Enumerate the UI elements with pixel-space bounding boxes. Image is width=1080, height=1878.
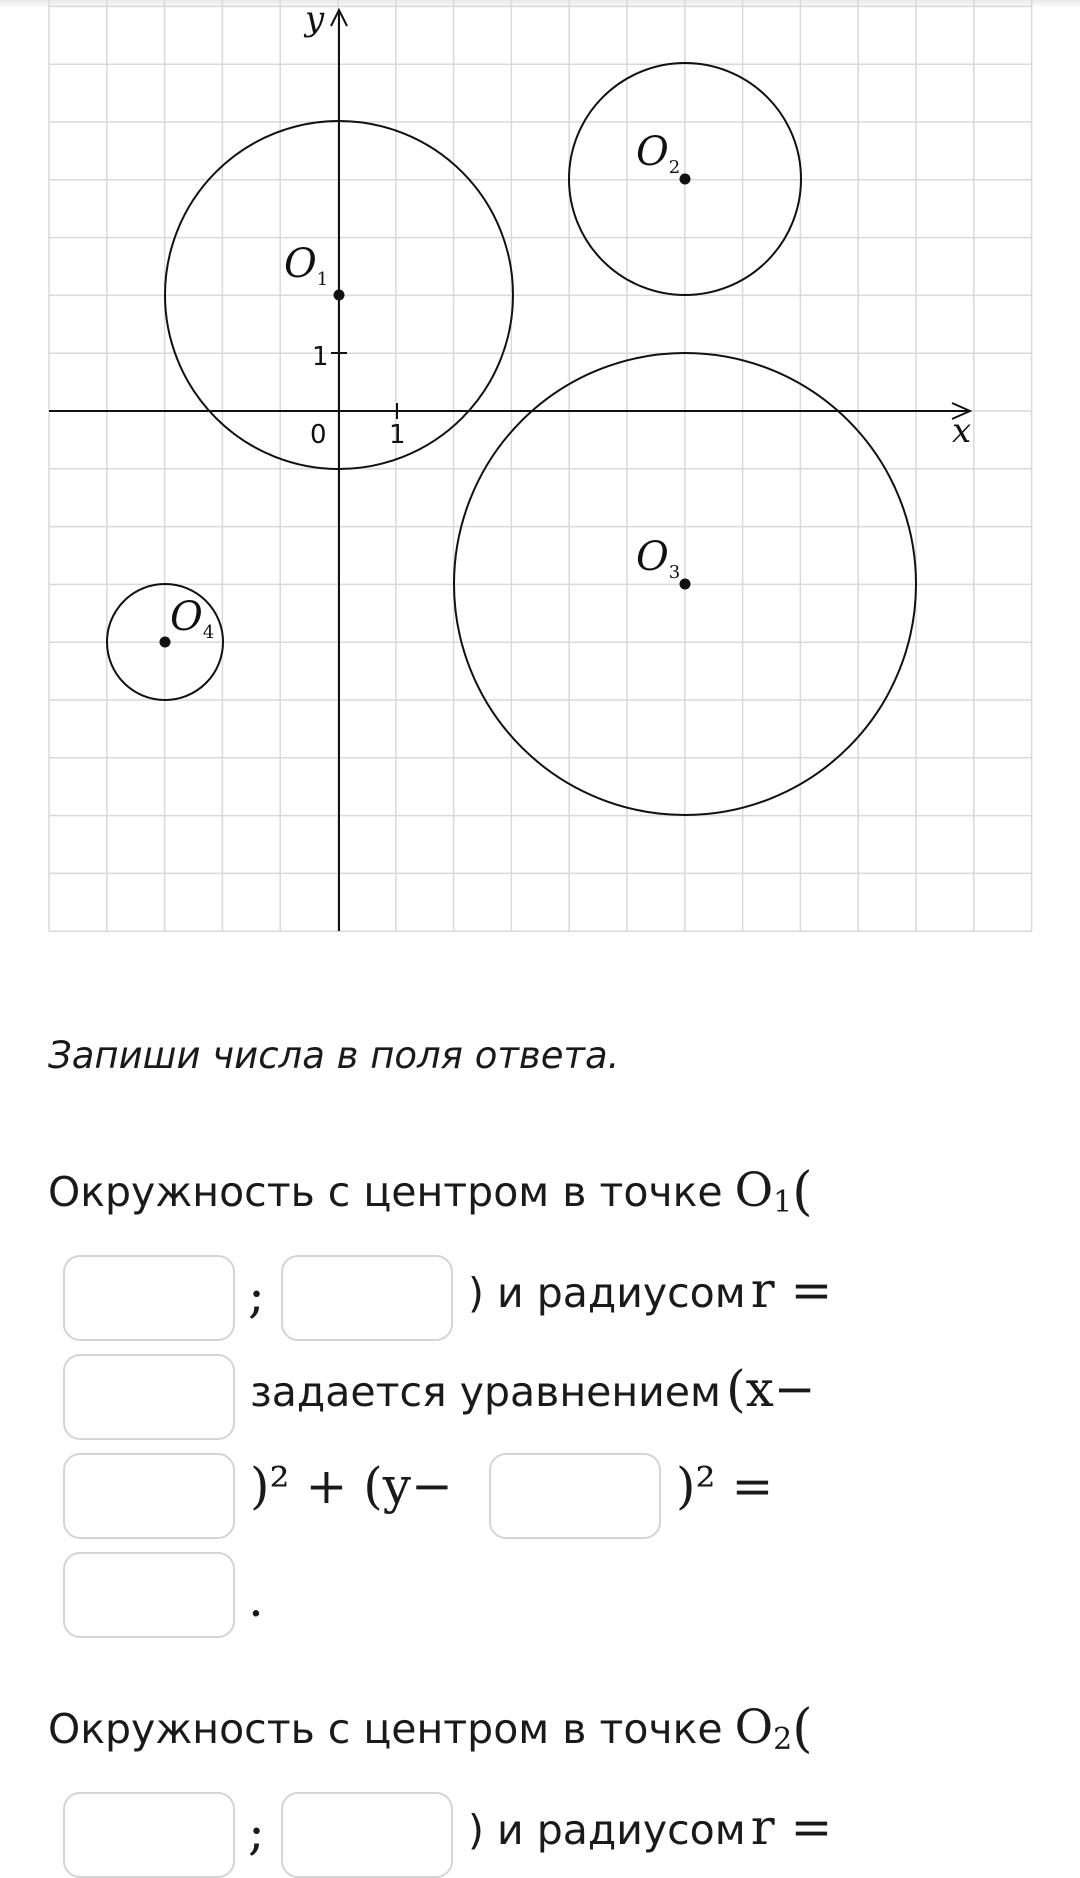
q1-point-sub: 1 [773,1185,793,1220]
q1-line-1 [48,1163,813,1220]
tick-y-label: 1 [312,342,329,372]
q1-r-equals: r = [750,1261,833,1319]
q2-close-radius-label: ) и радиусом [468,1806,746,1854]
label-o4: O4 [170,594,215,643]
center-dot-o3 [680,579,691,590]
q1-x-part: (x− [726,1360,816,1418]
q1-open-paren: ( [792,1161,813,1222]
q2-point-label [735,1700,793,1757]
q2-center-x-input[interactable] [63,1792,235,1878]
q2-lead-text: Окружность с центром в точке [48,1704,723,1753]
q1-semicolon: ; [248,1266,265,1324]
center-dot-o4 [160,637,171,648]
grid [49,0,1032,931]
q1-r-squared-input[interactable] [63,1552,235,1638]
q1-period: . [248,1570,264,1628]
q2-center-y-input[interactable] [281,1792,453,1878]
label-o3: O3 [636,534,681,583]
q1-close-radius-label: ) и радиусом [468,1269,746,1317]
q2-semicolon: ; [248,1803,265,1861]
center-dot-o2 [680,174,691,185]
q1-given-label: задается уравнением [250,1368,721,1416]
q1-mid-expression: )² + (y− [250,1457,453,1515]
q1-point-label [735,1163,793,1220]
q2-open-paren: ( [792,1698,813,1759]
q1-center-y-input[interactable] [281,1255,453,1341]
origin-label: 0 [310,420,327,450]
q1-b-input[interactable] [489,1453,661,1539]
q1-lead-text: Окружность с центром в точке [48,1167,723,1216]
center-dot-o1 [334,290,345,301]
q1-radius-input[interactable] [63,1354,235,1440]
q2-line-1 [48,1700,813,1757]
q2-radius-text [468,1798,832,1856]
label-o1: O1 [284,241,329,290]
axes [49,0,971,931]
q2-point-sub: 2 [773,1722,793,1757]
q1-a-input[interactable] [63,1453,235,1539]
q1-end-expression: )² = [676,1457,774,1515]
q1-radius-text [468,1261,832,1319]
q1-center-x-input[interactable] [63,1255,235,1341]
center-labels [170,129,680,643]
y-axis-label: y [305,0,325,39]
label-o2: O2 [636,129,681,178]
q2-r-equals: r = [750,1798,833,1856]
q2-point-letter: O [734,1700,774,1755]
q1-equation-text [250,1360,816,1418]
x-axis-label: x [952,411,972,451]
tick-x-label: 1 [389,420,406,450]
instruction-text: Запиши числа в поля ответа. [48,1034,620,1077]
q1-point-letter: O [734,1163,774,1218]
